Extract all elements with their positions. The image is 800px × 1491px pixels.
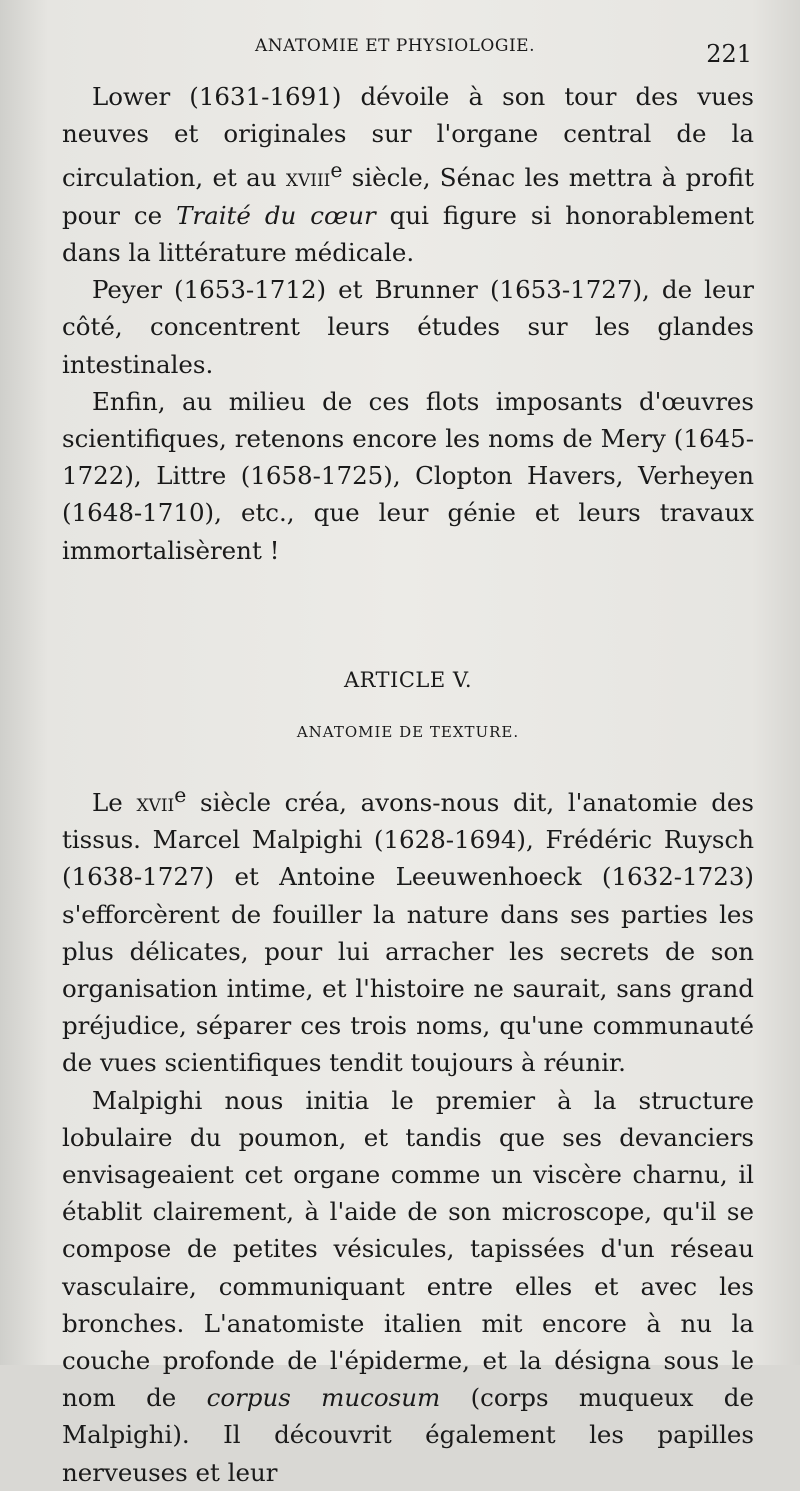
century-numeral: xvii [136,787,175,817]
century-superscript: e [174,782,187,807]
century-superscript: e [330,158,343,183]
paragraph-lower: Lower (1631-1691) dévoile à son tour des vues neuves et originales sur l'organe central de la circulation, et au xviii$^e$ siècle, Sénac les mettra à profit pour ce Traité du cœur qui figure si honorablement dans la littérature médicale. [62,82,754,267]
article-title: ARTICLE V. [343,667,473,692]
page-number: 221 [706,40,752,68]
section-title: ANATOMIE DE TEXTURE. [296,722,520,741]
body-text [62,78,754,1491]
paragraph-enfin: Enfin, au milieu de ces flots imposants d'œuvres scientifiques, retenons encore les noms de Mery (1645-1722), Littre (1658-1725), Clopton Havers, Verheyen (1648-1710), etc., que leur génie et leurs travaux immortalisèrent ! [62,386,754,565]
running-head: ANATOMIE ET PHYSIOLOGIE. [255,36,535,56]
paragraph-malpighi: Malpighi nous initia le premier à la structure lobulaire du poumon, et tandis que ses devanciers envisageaient cet organe comme un viscère charnu, il établit clairement, à l'aide de son microscope, qu'il se compose de petites vésicules, tapissées d'un réseau vasculaire, communiquant entre elles et avec les bronches. L'anatomiste italien mit encore à nu la couche profonde de l'épiderme, et la désigna sous le nom de corpus mucosum (corps muqueux de Malpighi). Il découvrit également les papilles nerveuses et leur [62,1085,754,1487]
paragraph-texture: Le xvii$^e$ siècle créa, avons-nous dit, l'anatomie des tissus. Marcel Malpighi (1628-1694), Frédéric Ruysch (1638-1727) et Antoine Leeuwenhoeck (1632-1723) s'efforcèrent de fouiller la nature dans ses parties les plus délicates, pour lui arracher les secrets de son organisation intime, et l'histoire ne saurait, sans grand préjudice, séparer ces trois noms, qu'une communauté de vues scientifiques tendit toujours à réunir. [62,782,754,1078]
paragraph-peyer: Peyer (1653-1712) et Brunner (1653-1727), de leur côté, concentrent leurs études sur les glandes intestinales. [62,275,754,379]
italic-title: Traité du cœur [176,200,376,230]
italic-term: corpus mucosum [206,1383,441,1413]
century-numeral: xviii [285,163,331,193]
